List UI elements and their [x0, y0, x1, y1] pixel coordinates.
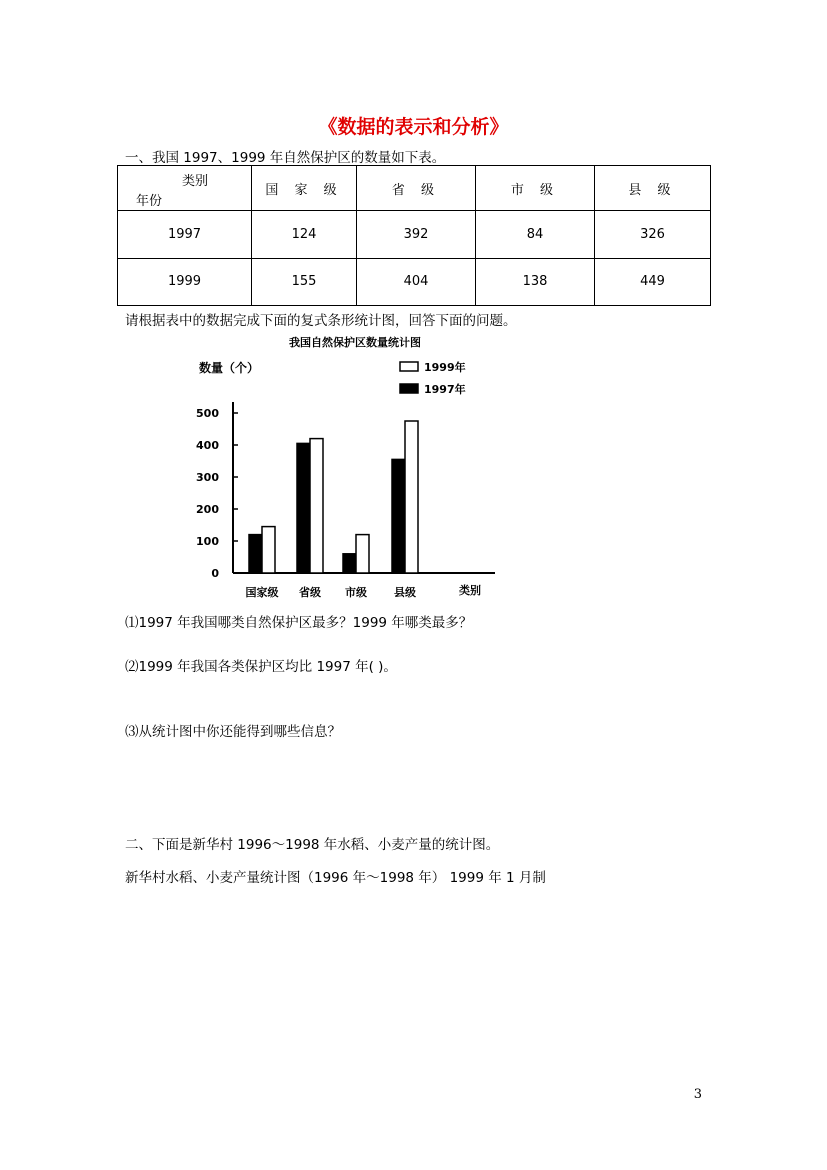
table-cell: 404 [357, 258, 476, 306]
question-1a: ⑴1997 年我国哪类自然保护区最多？1999 年哪类最多？ [125, 615, 473, 631]
table-row [118, 258, 711, 306]
bar-1997-2 [343, 554, 356, 573]
table-cell: 124 [252, 211, 357, 259]
corner-year-label: 年份 [136, 194, 163, 209]
bar-1997-1 [297, 443, 310, 573]
y-tick-label: 300 [196, 471, 219, 484]
table-corner-cell [118, 166, 252, 211]
bar-1999-3 [405, 421, 418, 573]
question-2-caption: 新华村水稻、小麦产量统计图（1996 年～1998 年） 1999 年 1 月制 [125, 870, 546, 886]
legend-label: 1997年 [424, 383, 466, 396]
instruction-text: 请根据表中的数据完成下面的复式条形统计图，回答下面的问题。 [125, 313, 517, 329]
y-axis-label: 数量（个） [199, 361, 260, 375]
bar-1997-0 [249, 535, 262, 573]
question-1b: ⑵1999 年我国各类保护区均比 1997 年( )。 [125, 659, 397, 675]
row-year: 1999 [118, 258, 252, 306]
table-cell: 84 [476, 211, 595, 259]
x-tick-label: 国家级 [245, 586, 279, 599]
bar-1997-3 [392, 459, 405, 573]
x-tick-label: 县级 [394, 586, 416, 599]
y-tick-label: 100 [196, 535, 219, 548]
corner-category-label: 类别 [182, 174, 209, 189]
table-cell: 326 [595, 211, 711, 259]
table-cell: 449 [595, 258, 711, 306]
y-tick-label: 500 [196, 407, 219, 420]
table-cell: 138 [476, 258, 595, 306]
header-county: 县 级 [595, 166, 711, 211]
question-2-intro: 二、下面是新华村 1996～1998 年水稻、小麦产量的统计图。 [125, 837, 500, 853]
header-city: 市 级 [476, 166, 595, 211]
row-year: 1997 [118, 211, 252, 259]
legend-swatch-1999 [400, 362, 418, 371]
table-header-row [118, 166, 711, 211]
chart-title: 我国自然保护区数量统计图 [289, 336, 421, 349]
reserve-bar-chart [195, 330, 515, 610]
table-cell: 392 [357, 211, 476, 259]
bar-1999-1 [310, 439, 323, 573]
legend-swatch-1997 [400, 384, 418, 393]
bar-1999-2 [356, 535, 369, 573]
x-axis-label: 类别 [459, 584, 481, 597]
header-provincial: 省 级 [357, 166, 476, 211]
table-row [118, 211, 711, 259]
legend-label: 1999年 [424, 361, 466, 374]
page-number: 3 [693, 1087, 702, 1102]
x-tick-label: 省级 [299, 586, 321, 599]
y-tick-label: 400 [196, 439, 219, 452]
table-cell: 155 [252, 258, 357, 306]
y-tick-label: 200 [196, 503, 219, 516]
nature-reserve-table [117, 165, 711, 306]
page-title: 《数据的表示和分析》 [318, 116, 509, 138]
bar-1999-0 [262, 527, 275, 573]
question-1-intro: 一、我国 1997、1999 年自然保护区的数量如下表。 [125, 150, 446, 166]
y-tick-label: 0 [211, 567, 219, 580]
header-national: 国 家 级 [252, 166, 357, 211]
x-tick-label: 市级 [345, 586, 367, 599]
question-1c: ⑶从统计图中你还能得到哪些信息？ [125, 724, 341, 740]
